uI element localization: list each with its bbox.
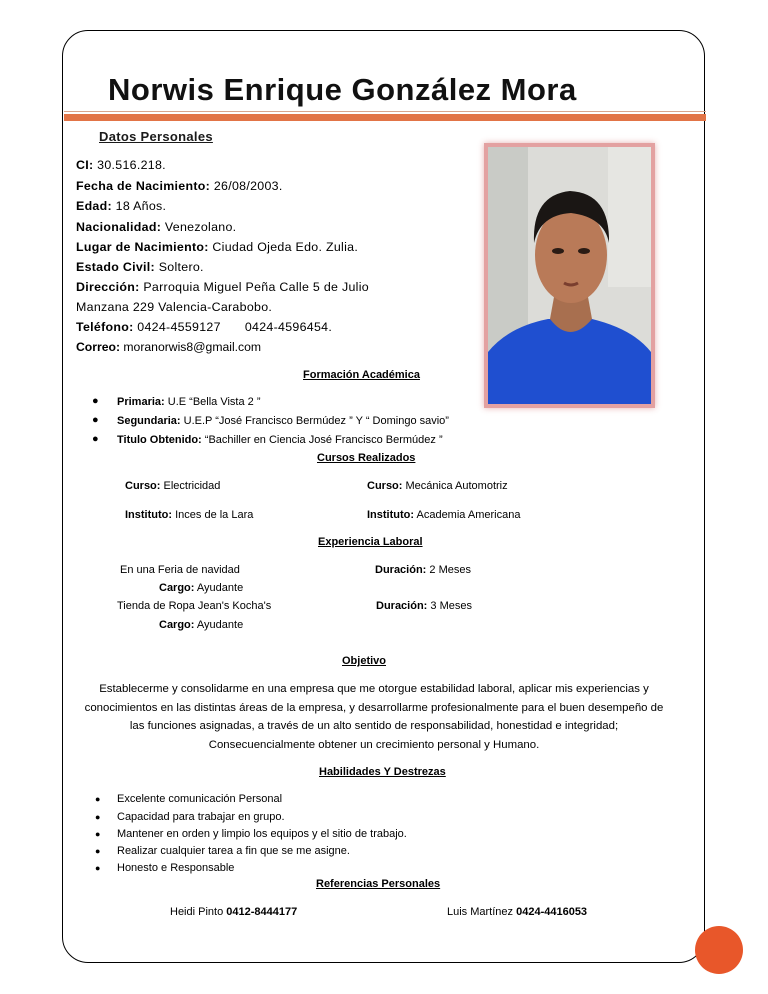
courses-heading: Cursos Realizados	[317, 452, 416, 464]
decorative-dot	[695, 926, 743, 974]
job-2: Tienda de Ropa Jean's Kocha's	[117, 600, 272, 612]
institute-2: Instituto: Academia Americana	[367, 509, 521, 521]
duration-1: Duración: 2 Meses	[375, 564, 471, 576]
experience-heading: Experiencia Laboral	[318, 536, 423, 548]
skill-item: Honesto e Responsable	[117, 862, 235, 874]
bullet-dot-icon: ●	[92, 414, 99, 426]
reference-1: Heidi Pinto 0412-8444177	[170, 906, 298, 918]
skill-item: Capacidad para trabajar en grupo.	[117, 811, 285, 823]
cargo-1: Cargo: Ayudante	[159, 582, 244, 594]
education-item-1: Primaria: U.E “Bella Vista 2 ”	[117, 396, 261, 408]
header-rule-thin	[64, 111, 706, 112]
bullet-dot-icon: ●	[95, 794, 101, 804]
institute-1: Instituto: Inces de la Lara	[125, 509, 254, 521]
references-heading: Referencias Personales	[316, 878, 441, 890]
email-line: Correo: moranorwis8@gmail.com	[76, 340, 262, 354]
duration-2: Duración: 3 Meses	[376, 600, 472, 612]
age-line: Edad: 18 Años.	[76, 199, 167, 213]
candidate-name: Norwis Enrique González Mora	[108, 72, 577, 107]
job-1: En una Feria de navidad	[120, 564, 240, 576]
birthdate-line: Fecha de Nacimiento: 26/08/2003.	[76, 179, 283, 193]
civil-status-line: Estado Civil: Soltero.	[76, 260, 204, 274]
course-2: Curso: Mecánica Automotriz	[367, 480, 508, 492]
ci-line: CI: 30.516.218.	[76, 158, 166, 172]
profile-photo	[484, 143, 655, 408]
skill-item: Mantener en orden y limpio los equipos y el sitio de trabajo.	[117, 828, 407, 840]
bullet-dot-icon: ●	[92, 395, 99, 407]
birthplace-line: Lugar de Nacimiento: Ciudad Ojeda Edo. Zulia.	[76, 240, 359, 254]
skills-heading: Habilidades Y Destrezas	[319, 766, 446, 778]
education-heading: Formación Académica	[303, 369, 420, 381]
objective-heading: Objetivo	[342, 655, 387, 667]
bullet-dot-icon: ●	[95, 863, 101, 873]
header-rule	[64, 114, 706, 121]
cargo-2: Cargo: Ayudante	[159, 619, 244, 631]
bullet-dot-icon: ●	[95, 846, 101, 856]
objective-text: Establecerme y consolidarme en una empresa que me otorgue estabilidad laboral, aplicar mis experiencias y conocimientos en las distintas áreas de la empresa, y desarrollarme profesionalmente para el buen desempeño de las funciones asignadas, a través de un alto sentido de responsabilidad, honestidad e integridad; Consecuencialmente obtener un crecimiento personal y Humano.	[84, 683, 664, 751]
personal-data-heading: Datos Personales	[99, 129, 213, 144]
skill-item: Excelente comunicación Personal	[117, 793, 283, 805]
reference-2: Luis Martínez 0424-4416053	[447, 906, 588, 918]
bullet-dot-icon: ●	[95, 812, 101, 822]
bullet-dot-icon: ●	[95, 829, 101, 839]
address-line: Dirección: Parroquia Miguel Peña Calle 5 de Julio	[76, 280, 369, 294]
nationality-line: Nacionalidad: Venezolano.	[76, 220, 237, 234]
bullet-dot-icon: ●	[92, 433, 99, 445]
course-1: Curso: Electricidad	[125, 480, 221, 492]
skill-item: Realizar cualquier tarea a fin que se me asigne.	[117, 845, 350, 857]
address-line-2: Manzana 229 Valencia-Carabobo.	[76, 300, 273, 314]
phone-line: Teléfono: 0424-4559127 0424-4596454.	[76, 320, 333, 334]
education-item-2: Segundaria: U.E.P “José Francisco Bermúdez ” Y “ Domingo savio”	[117, 415, 449, 427]
education-item-3: Titulo Obtenido: “Bachiller en Ciencia José Francisco Bermúdez ”	[117, 434, 443, 446]
